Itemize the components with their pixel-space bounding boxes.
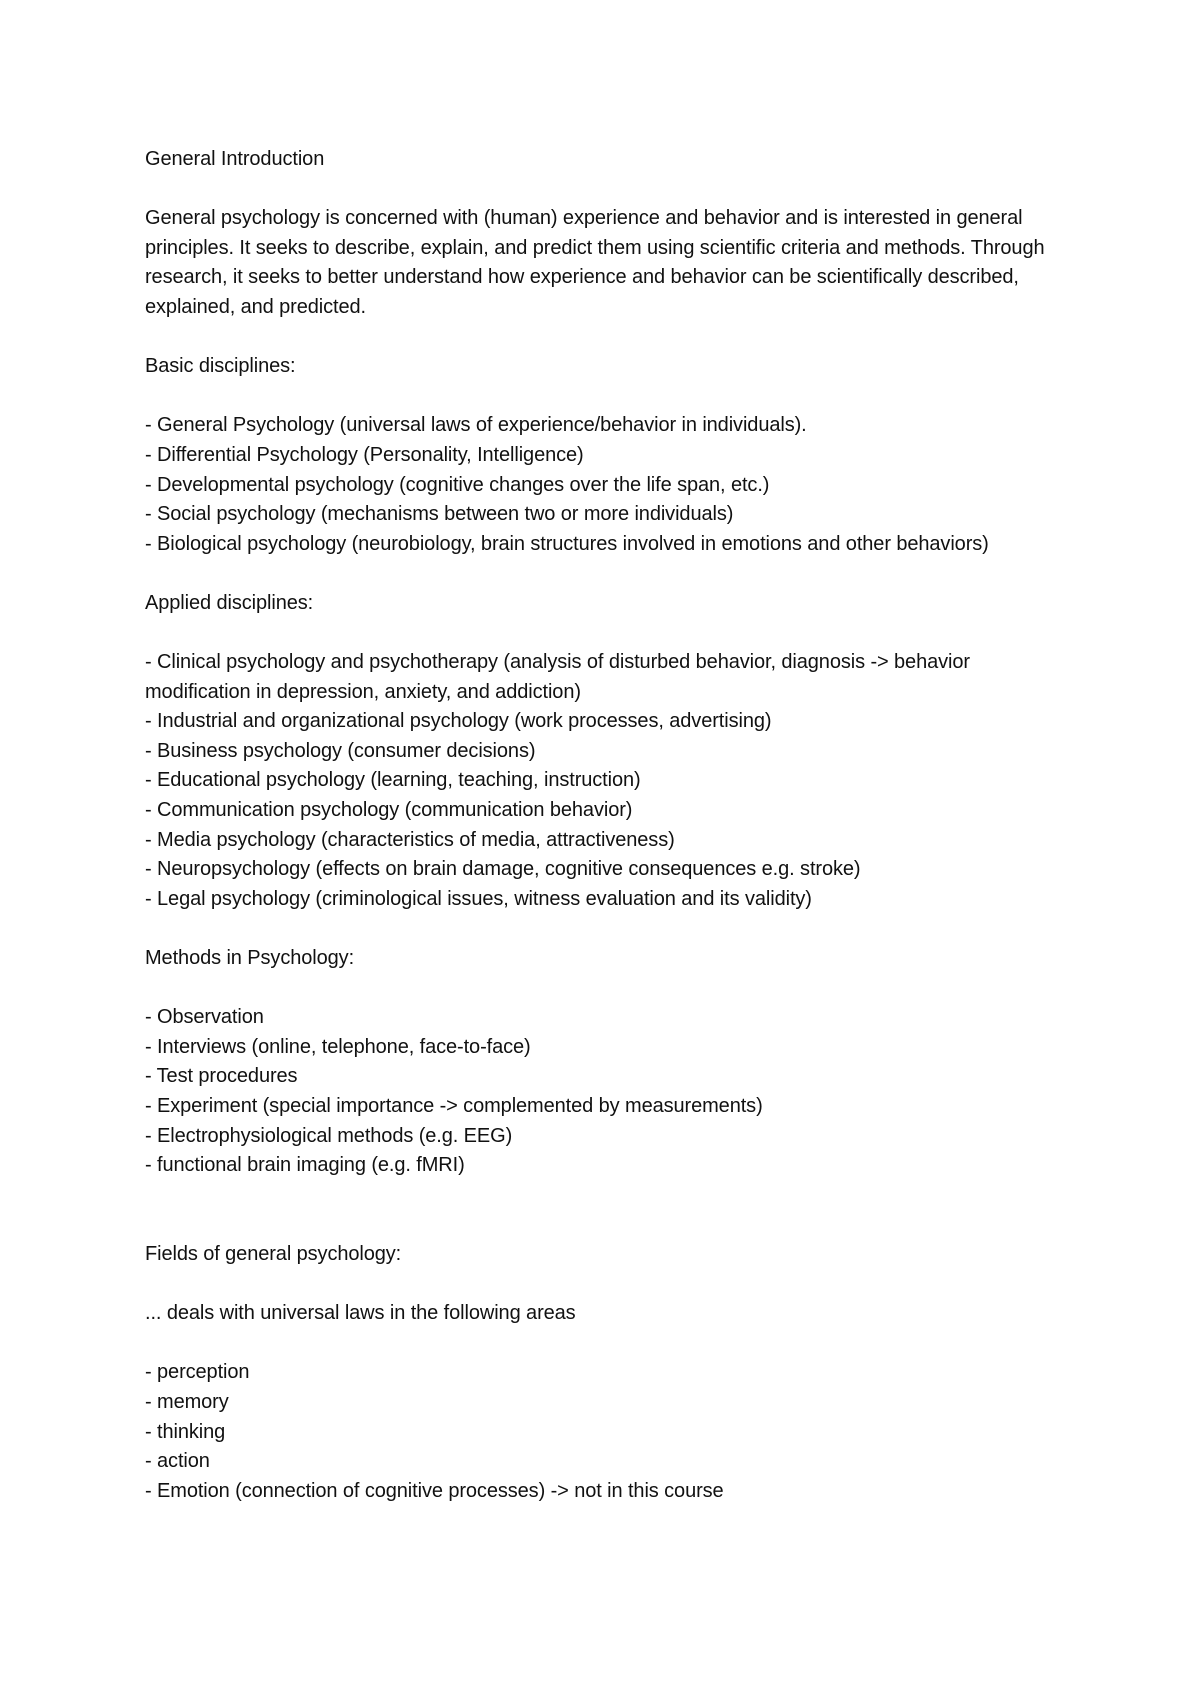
spacer	[145, 619, 1075, 649]
spacer	[145, 1181, 1075, 1240]
list-item: - Test procedures	[145, 1065, 298, 1088]
fields-list	[145, 1358, 1075, 1506]
list-item: - Social psychology (mechanisms between two or more individuals)	[145, 503, 734, 526]
spacer	[145, 974, 1075, 1004]
list-item: - Industrial and organizational psychology (work processes, advertising)	[145, 710, 772, 733]
spacer	[145, 382, 1075, 412]
spacer	[145, 1270, 1075, 1300]
methods-heading: Methods in Psychology:	[145, 947, 355, 970]
applied-disciplines-list	[145, 648, 1075, 914]
list-item: - Legal psychology (criminological issues, witness evaluation and its validity)	[145, 887, 812, 910]
fields-lead: ... deals with universal laws in the following areas	[145, 1302, 576, 1325]
spacer	[145, 559, 1075, 589]
applied-disciplines-heading: Applied disciplines:	[145, 591, 314, 614]
list-item: - Educational psychology (learning, teaching, instruction)	[145, 769, 641, 792]
document-page	[145, 145, 1075, 1506]
list-item: - action	[145, 1450, 210, 1473]
fields-heading: Fields of general psychology:	[145, 1242, 402, 1265]
basic-disciplines-heading: Basic disciplines:	[145, 355, 296, 378]
spacer	[145, 914, 1075, 944]
document-title: General Introduction	[145, 148, 325, 170]
methods-list	[145, 1003, 1075, 1181]
list-item: - Differential Psychology (Personality, Intelligence)	[145, 443, 584, 466]
list-item: - Clinical psychology and psychotherapy (analysis of disturbed behavior, diagnosis -> behavior modification in depression, anxiety, and addiction)	[145, 651, 970, 703]
list-item: - thinking	[145, 1420, 226, 1443]
intro-paragraph: General psychology is concerned with (human) experience and behavior and is interested in general principles. It seeks to describe, explain, and predict them using scientific criteria and methods. Through research, it seeks to better understand how experience and behavior can be scientifically described, explained, and predicted.	[145, 207, 1045, 318]
list-item: - Business psychology (consumer decisions)	[145, 739, 536, 762]
list-item: - memory	[145, 1390, 229, 1413]
list-item: - functional brain imaging (e.g. fMRI)	[145, 1154, 465, 1177]
list-item: - perception	[145, 1361, 250, 1384]
list-item: - Observation	[145, 1006, 264, 1029]
list-item: - Neuropsychology (effects on brain damage, cognitive consequences e.g. stroke)	[145, 858, 861, 881]
list-item: - Experiment (special importance -> complemented by measurements)	[145, 1095, 763, 1117]
spacer	[145, 175, 1075, 205]
list-item: - General Psychology (universal laws of experience/behavior in individuals).	[145, 414, 807, 437]
list-item: - Communication psychology (communication behavior)	[145, 799, 633, 822]
spacer	[145, 323, 1075, 353]
list-item: - Developmental psychology (cognitive changes over the life span, etc.)	[145, 473, 770, 496]
list-item: - Emotion (connection of cognitive processes) -> not in this course	[145, 1479, 724, 1502]
list-item: - Media psychology (characteristics of media, attractiveness)	[145, 828, 675, 851]
list-item: - Electrophysiological methods (e.g. EEG)	[145, 1124, 513, 1147]
list-item: - Biological psychology (neurobiology, brain structures involved in emotions and other behaviors)	[145, 532, 989, 555]
basic-disciplines-list	[145, 411, 1075, 559]
list-item: - Interviews (online, telephone, face-to-face)	[145, 1035, 531, 1058]
spacer	[145, 1329, 1075, 1359]
